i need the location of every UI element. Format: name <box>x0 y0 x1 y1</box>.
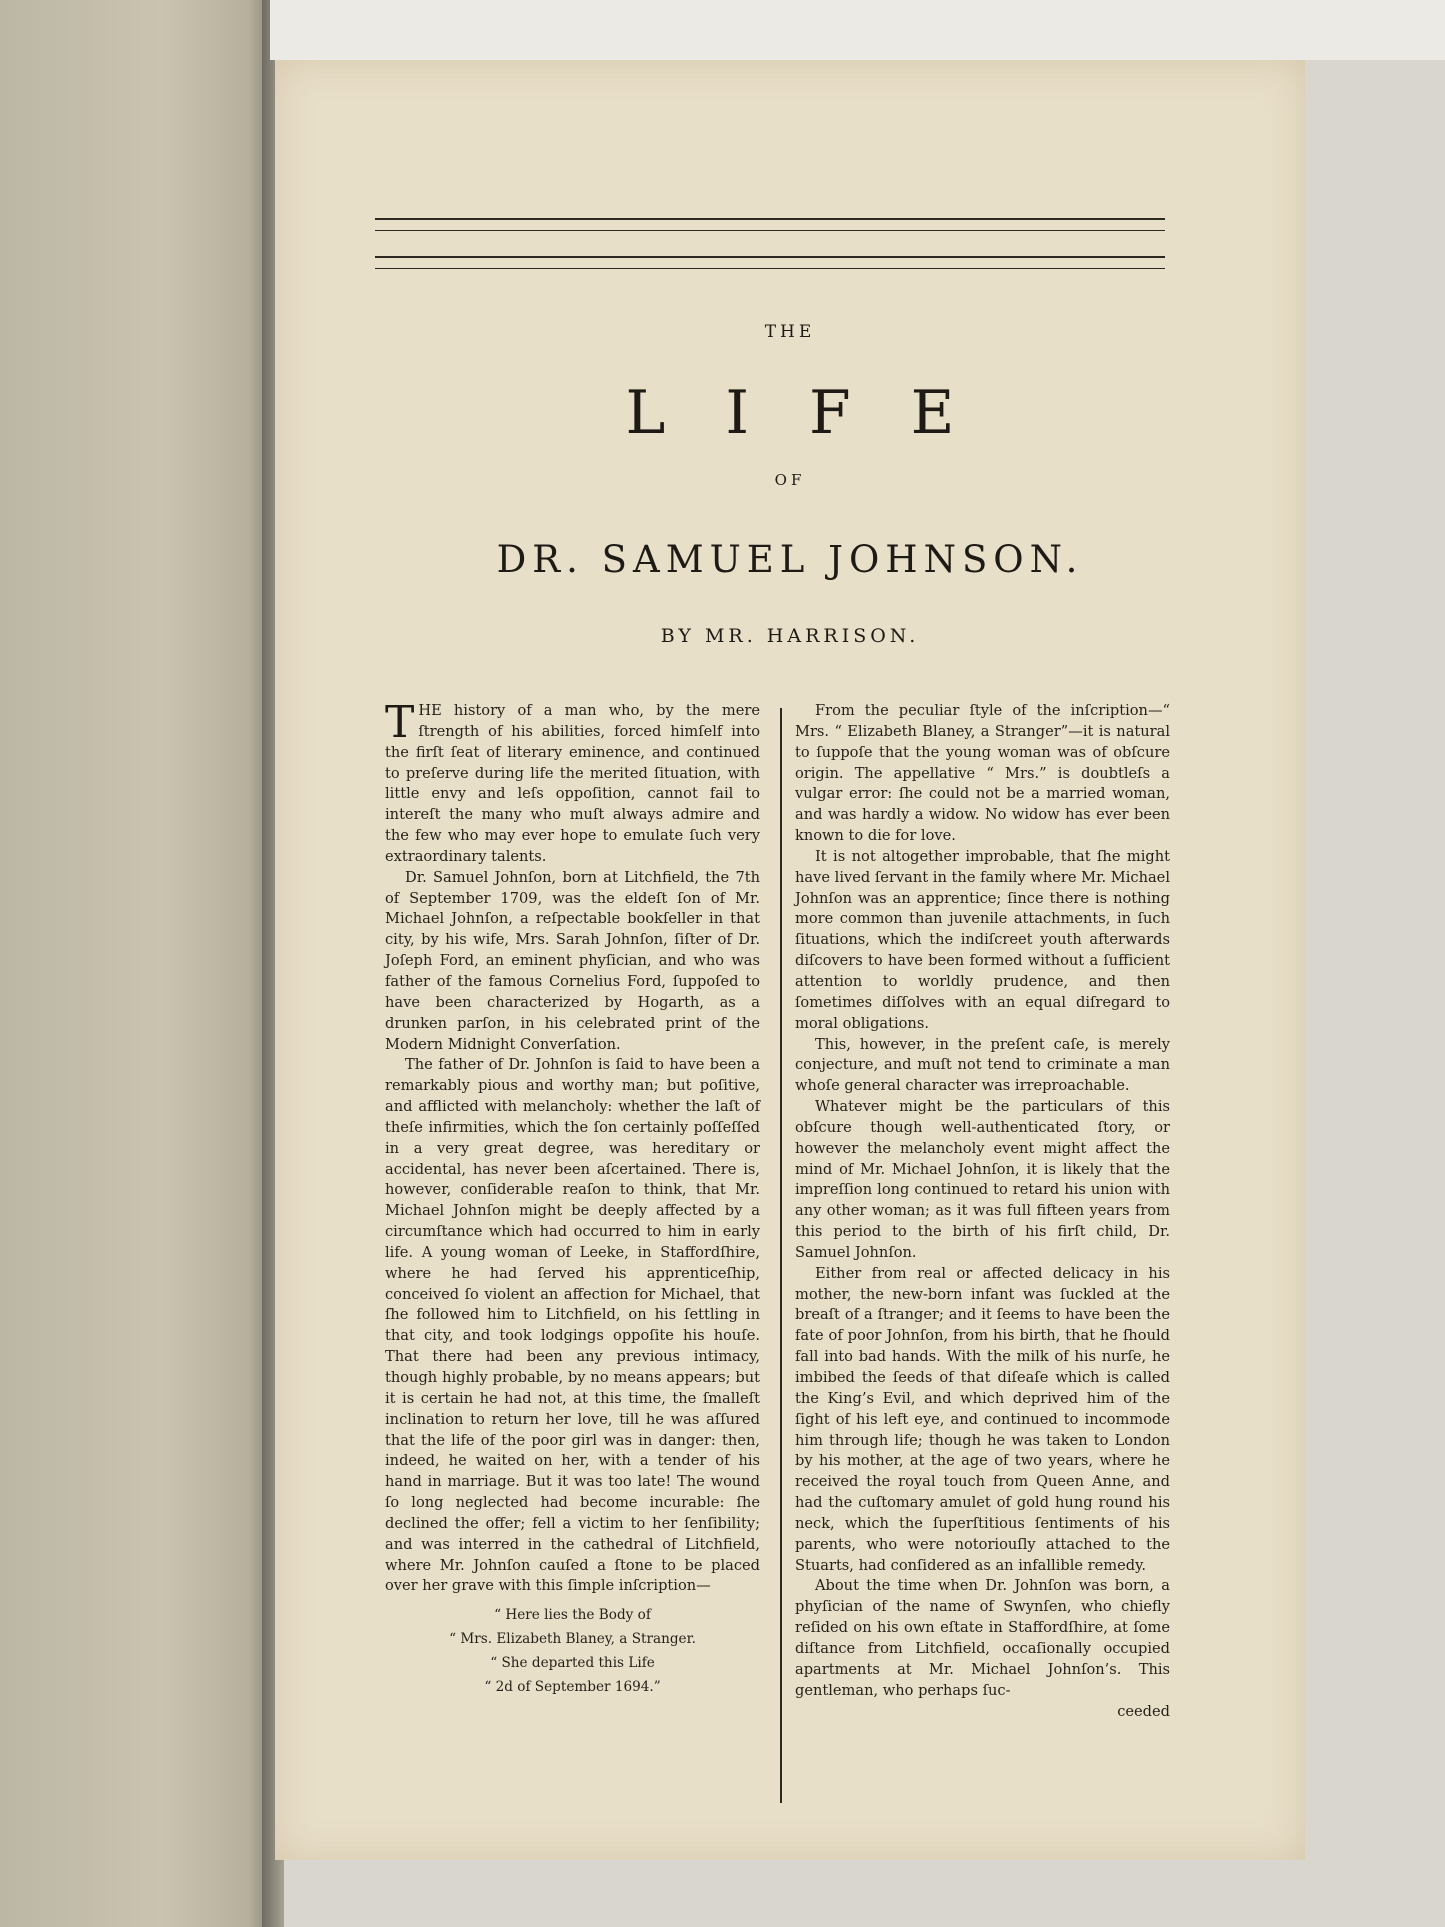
paragraph: The father of Dr. Johnſon is ſaid to have been a remarkably pious and worthy man; but poſitive, and afflicted with melancholy: whether the laſt of theſe infirmities, which the ſon certainly poſſeſſed in a very great degree, was hereditary or accidental, has never been aſcertained. There is, however, conſiderable reaſon to think, that Mr. Michael Johnſon might be deeply affected by a circumſtance which had occurred to him in early life. A young woman of Leeke, in Staffordſhire, where he had ſerved his apprenticeſhip, conceived ſo violent an affection for Michael, that ſhe followed him to Litchfield, on his ſettling in that city, and took lodgings oppoſite his houſe. That there had been any previous intimacy, though highly probable, by no means appears; but it is certain he had not, at this time, the ſmalleſt inclination to return her love, till he was aſſured that the life of the poor girl was in danger: then, indeed, he waited on her, with a tender of his hand in marriage. But it was too late! The wound ſo long neglected had become incurable: ſhe declined the offer; fell a victim to her ſenſibility; and was interred in the cathedral of Litchfield, where Mr. Johnſon cauſed a ſtone to be placed over her grave with this ſimple inſcription— <box>385 1056 760 1595</box>
column-divider <box>780 708 782 1803</box>
title-the: THE <box>764 322 816 342</box>
title-subject: DR. SAMUEL JOHNSON. <box>496 538 1084 581</box>
left-column <box>385 697 760 1699</box>
background <box>270 0 1445 60</box>
paragraph: Whatever might be the particulars of this obſcure though well-authenticated ſtory, or however the melancholy event might affect the mind of Mr. Michael Johnſon, it is likely that the impreſſion long continued to retard his union with any other woman; as it was full fifteen years from this period to the birth of his firſt child, Dr. Samuel Johnſon. <box>795 1098 1170 1261</box>
inscription-line: “ Mrs. Elizabeth Blaney, a Stranger. <box>449 1631 696 1648</box>
header-rule <box>375 218 1165 220</box>
paragraph-text: HE history of a man who, by the mere ſtrength of his abilities, forced himſelf into the firſt ſeat of literary eminence, and continued to preſerve during life the merited ſituation, with little envy and leſs oppoſition, cannot fail to intereſt the many who muſt always admire and the few who may ever hope to emulate ſuch very extraordinary talents. <box>385 702 760 865</box>
header-rule <box>375 256 1165 258</box>
paragraph: Dr. Samuel Johnſon, born at Litchfield, the 7th of September 1709, was the eldeſt ſon of Mr. Michael Johnſon, a reſpectable bookſeller in that city, by his wife, Mrs. Sarah Johnſon, ſiſter of Dr. Joſeph Ford, an eminent phyſician, and who was father of the famous Cornelius Ford, ſuppoſed to have been characterized by Hogarth, as a drunken parſon, in his celebrated print of the Modern Midnight Converſation. <box>385 868 760 1053</box>
drop-cap: T <box>385 697 415 748</box>
paragraph: Either from real or affected delicacy in his mother, the new-born infant was ſuckled at the breaſt of a ſtranger; and it ſeems to have been the fate of poor Johnſon, from his birth, that he ſhould fall into bad hands. With the milk of his nurſe, he imbibed the ſeeds of that diſeaſe which is called the King’s Evil, and which deprived him of the ſight of his left eye, and continued to incommode him through life; though he was taken to London by his mother, at the age of two years, where he received the royal touch from Queen Anne, and had the cuſtomary amulet of gold hung round his neck, which the ſuperſtitious ſentiments of his parents, who were notoriouſly attached to the Stuarts, had conſidered as an infallible remedy. <box>795 1264 1170 1574</box>
inscription-line: “ Here lies the Body of <box>494 1607 651 1624</box>
title-of: OF <box>774 471 806 489</box>
paragraph: It is not altogether improbable, that ſhe might have lived ſervant in the family where Mr. Michael Johnſon was an apprentice; ſince there is nothing more common than juvenile attachments, in ſuch ſituations, which the indiſcreet youth afterwards diſcovers to have been formed without a ſufficient attention to worldly prudence, and then ſometimes diſſolves with an equal diſregard to moral obligations. <box>795 847 1170 1032</box>
byline: BY MR. HARRISON. <box>660 625 920 647</box>
paragraph <box>385 697 760 868</box>
paragraph: About the time when Dr. Johnſon was born, a phyſician of the name of Swynſen, who chiefly reſided on his own eſtate in Staffordſhire, at ſome diſtance from Litchfield, occaſionally occupied apartments at Mr. Michael Johnſon’s. This gentleman, who perhaps ſuc- <box>795 1577 1170 1699</box>
catchword: ceeded <box>1117 1702 1170 1720</box>
title-life: LIFE <box>625 378 1015 448</box>
book-page <box>275 60 1305 1860</box>
inscription-line: “ 2d of September 1694.” <box>484 1679 661 1696</box>
inscription-line: “ She departed this Life <box>490 1655 655 1672</box>
header-rule <box>375 268 1165 269</box>
paragraph: This, however, in the preſent caſe, is merely conjecture, and muſt not tend to criminate a man whoſe general character was irreproachable. <box>795 1035 1170 1095</box>
header-rule <box>375 230 1165 231</box>
inscription <box>385 1603 760 1699</box>
paragraph: From the peculiar ſtyle of the inſcription—“ Mrs. “ Elizabeth Blaney, a Stranger”—it is natural to ſuppoſe that the young woman was of obſcure origin. The appellative “ Mrs.” is doubtleſs a vulgar error: ſhe could not be a married woman, and was hardly a widow. No widow has ever been known to die for love. <box>795 702 1170 845</box>
facing-page <box>0 0 270 1927</box>
right-column <box>795 701 1170 1722</box>
